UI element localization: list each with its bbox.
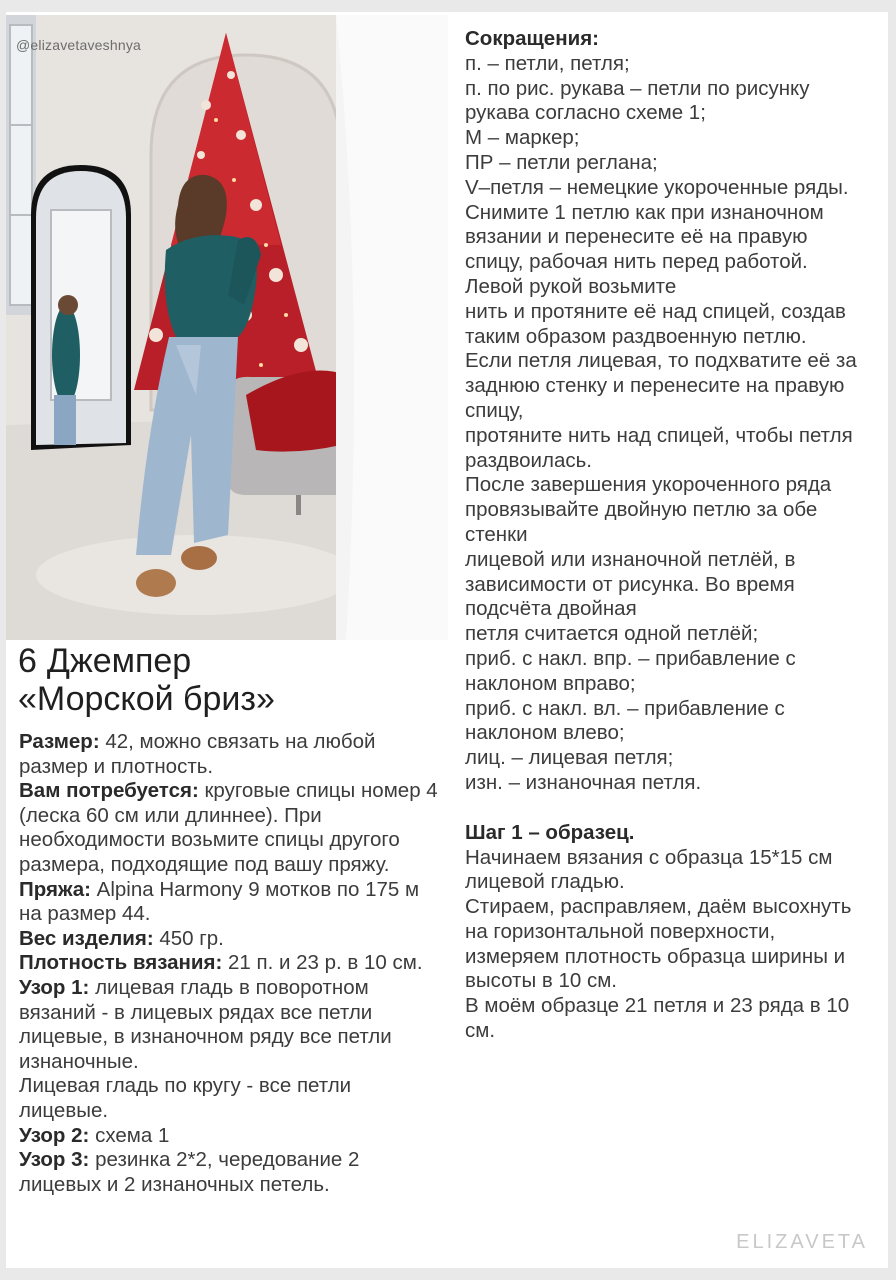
abbr-line: Если петля лицевая, то подхватите её за заднюю стенку и перенесите на правую спицу, xyxy=(465,349,857,422)
pattern-3-text: резинка 2*2, чередование 2 лицевых и 2 изнаночных петель. xyxy=(19,1148,360,1196)
pattern-number: 6 xyxy=(18,642,37,680)
gauge-spec xyxy=(19,951,439,976)
abbr-line: После завершения укороченного ряда провязывайте двойную петлю за обе стенки xyxy=(465,473,832,546)
abbr-line: приб. с накл. впр. – прибавление с наклоном вправо; xyxy=(465,646,796,695)
abbr-line: лиц. – лицевая петля; xyxy=(465,746,674,770)
abbr-line: лицевой или изнаночной петлёй, в зависимости от рисунка. Во время подсчёта двойная xyxy=(465,547,796,621)
section-spacer xyxy=(465,796,870,821)
size-label: Размер: xyxy=(19,730,100,753)
specs-column xyxy=(19,730,439,1197)
abbr-line: нить и протяните её над спицей, создав таким образом раздвоенную петлю. xyxy=(465,299,846,348)
weight-text: 450 гр. xyxy=(153,926,224,950)
step-1-line: Стираем, расправляем, даём высохнуть на горизонтальной поверхности, измеряем плотность образца ширины и высоты в 10 см. xyxy=(465,895,852,993)
size-text: 42, можно связать на любой размер и плотность. xyxy=(19,730,376,778)
size-spec xyxy=(19,730,439,779)
abbr-line: п. – петли, петля; xyxy=(465,51,630,75)
model-photo xyxy=(6,15,448,640)
yarn-text: Alpina Harmony 9 мотков по 175 м на размер 44. xyxy=(19,877,420,926)
abbr-line: ПР – петли реглана; xyxy=(465,150,658,174)
pattern-3-label: Узор 3: xyxy=(19,1148,90,1172)
materials-text: круговые спицы номер 4 (леска 60 см или длиннее). При необходимости возьмите спицы другого размера, подходящие под вашу пряжу. xyxy=(19,779,438,876)
pattern-1-text: лицевая гладь в поворотном вязаний - в лицевых рядах все петли лицевые, в изнаночном ряду все петли изнаночные. xyxy=(19,975,392,1073)
gauge-text: 21 п. и 23 р. в 10 см. xyxy=(222,951,423,975)
step-1-heading xyxy=(465,821,870,846)
pattern-1-spec xyxy=(19,976,439,1074)
brand-watermark: ELIZAVETA xyxy=(736,1231,868,1253)
abbr-line: петля считается одной петлёй; xyxy=(465,622,759,646)
step-1-heading-text: Шаг 1 – образец. xyxy=(465,820,635,844)
pattern-1-round: Лицевая гладь по кругу - все петли лицевые. xyxy=(19,1074,352,1122)
title-line-1: Джемпер xyxy=(46,642,192,680)
pattern-3-spec xyxy=(19,1148,439,1197)
abbreviations-heading xyxy=(465,27,870,52)
abbr-line: изн. – изнаночная петля. xyxy=(465,770,702,794)
pattern-1-label: Узор 1: xyxy=(19,975,90,999)
abbr-line: приб. с накл. вл. – прибавление с наклоном влево; xyxy=(465,696,785,745)
abbr-line: протяните нить над спицей, чтобы петля раздвоилась. xyxy=(465,423,853,472)
pattern-2-spec xyxy=(19,1124,439,1149)
abbr-line: М – маркер; xyxy=(465,126,580,150)
step-1-line: Начинаем вязания с образца 15*15 см лицевой гладью. xyxy=(465,845,833,894)
yarn-label: Пряжа: xyxy=(19,877,91,901)
abbreviations-column xyxy=(465,27,870,1044)
abbreviations-heading-text: Сокращения: xyxy=(465,27,599,50)
photo-illustration xyxy=(6,15,448,640)
materials-label: Вам потребуется: xyxy=(19,779,199,803)
step-1-line: В моём образце 21 петля и 23 ряда в 10 см. xyxy=(465,994,850,1043)
page-title xyxy=(18,642,438,718)
weight-label: Вес изделия: xyxy=(19,926,154,950)
abbr-line: п. по рис. рукава – петли по рисунку рукава согласно схеме 1; xyxy=(465,76,810,125)
photo-handle-watermark: @elizavetaveshnya xyxy=(16,37,142,53)
gauge-label: Плотность вязания: xyxy=(19,951,223,975)
materials-spec xyxy=(19,779,439,877)
pattern-2-text: схема 1 xyxy=(89,1123,170,1147)
title-line-2: «Морской бриз» xyxy=(18,680,275,718)
yarn-spec xyxy=(19,878,439,927)
pattern-2-label: Узор 2: xyxy=(19,1123,90,1147)
abbr-line: V–петля – немецкие укороченные ряды. Снимите 1 петлю как при изнаночном вязании и перенесите её на правую спицу, рабочая нить перед работой. Левой рукой возьмите xyxy=(465,175,849,298)
weight-spec xyxy=(19,927,439,952)
